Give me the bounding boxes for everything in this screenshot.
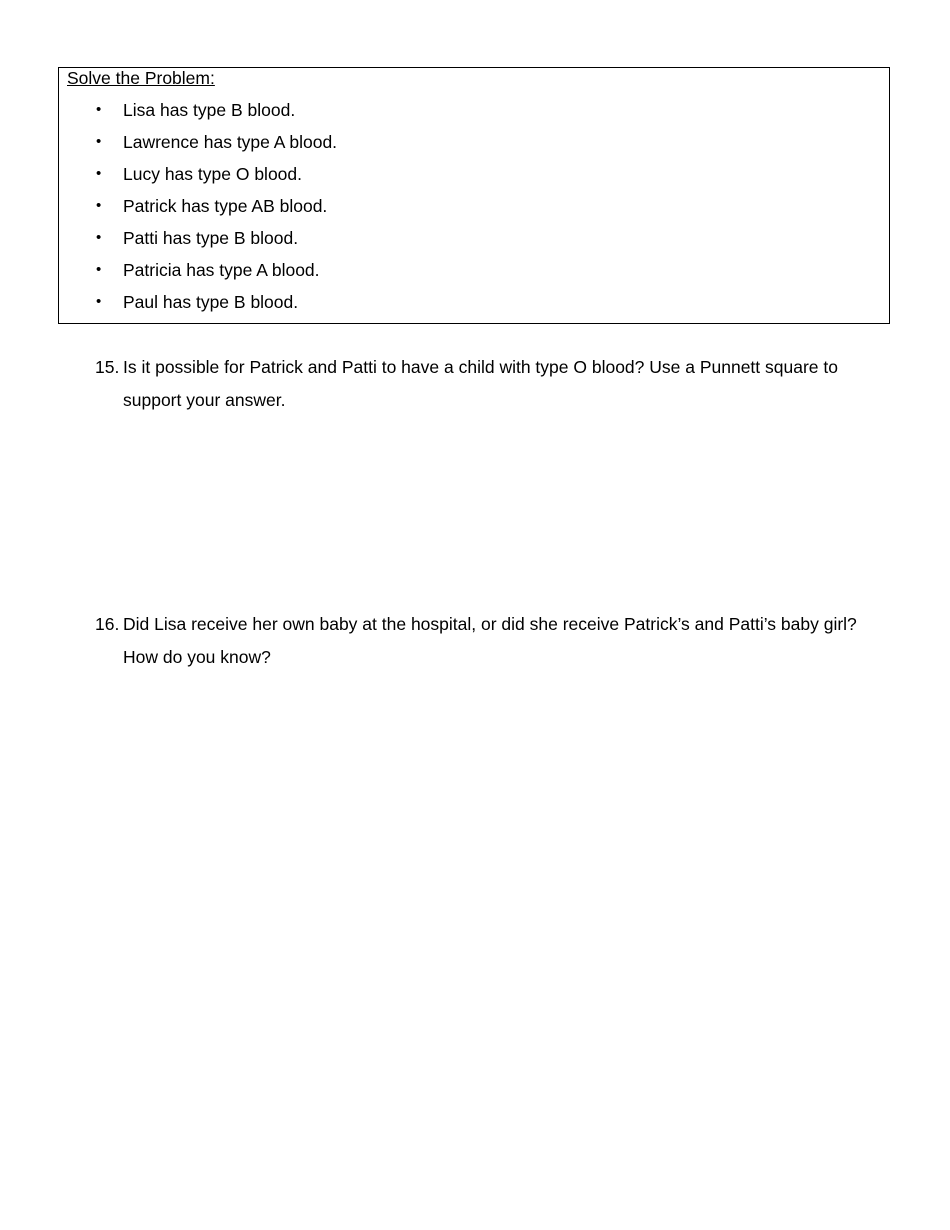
fact-text: Paul has type B blood.: [123, 292, 299, 312]
question-16: [95, 608, 885, 674]
question-15: [95, 351, 885, 417]
bullet-icon: •: [96, 229, 102, 246]
question-number: 16.: [95, 614, 120, 634]
question-number: 15.: [95, 357, 120, 377]
fact-text: Lisa has type B blood.: [123, 100, 296, 120]
fact-text: Patti has type B blood.: [123, 228, 299, 248]
fact-text: Patrick has type AB blood.: [123, 196, 328, 216]
problem-box: [58, 67, 890, 324]
bullet-icon: •: [96, 165, 102, 182]
fact-text: Patricia has type A blood.: [123, 260, 320, 280]
bullet-icon: •: [96, 261, 102, 278]
question-text: Is it possible for Patrick and Patti to have a child with type O blood? Use a Punnett square to support your answer.: [123, 357, 838, 410]
fact-text: Lawrence has type A blood.: [123, 132, 338, 152]
bullet-icon: •: [96, 197, 102, 214]
fact-text: Lucy has type O blood.: [123, 164, 302, 184]
bullet-icon: •: [96, 293, 102, 310]
bullet-icon: •: [96, 133, 102, 150]
problem-heading: Solve the Problem:: [67, 68, 215, 88]
bullet-icon: •: [96, 101, 102, 118]
question-text: Did Lisa receive her own baby at the hospital, or did she receive Patrick’s and Patti’s baby girl? How do you know?: [123, 614, 857, 667]
